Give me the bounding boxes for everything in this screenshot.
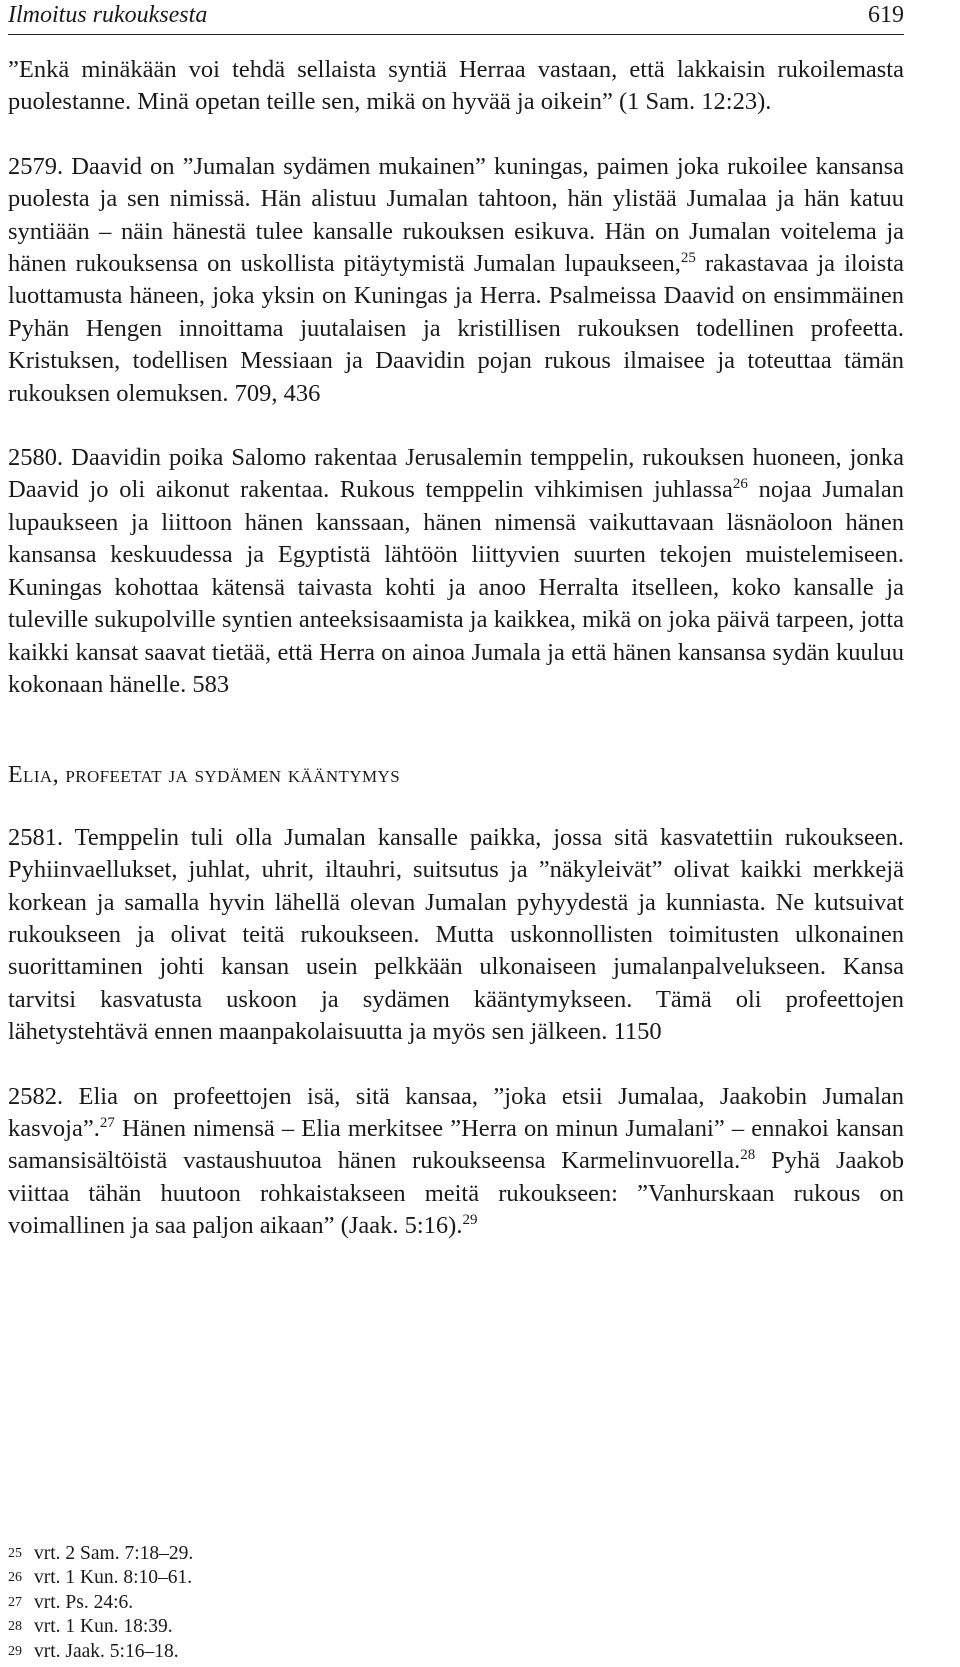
footnote-mark: 26 [8, 1570, 22, 1586]
paragraph-quote [8, 54, 904, 119]
paragraph-text: Daavidin poika Salomo rakentaa Jerusalemin temppelin, rukouksen huoneen, jonka Daavid jo oli aikonut rakentaa. Rukous temppelin vihkimisen juhlassa [8, 444, 905, 504]
paragraph-text: Hänen nimensä – Elia merkitsee ”Herra on minun Jumalani” – ennakoi kansan samansisältöistä vastaushuutoa hänen rukoukseensa Karmelinvuorella. [8, 1114, 905, 1175]
footnote-mark: 25 [8, 1546, 22, 1561]
running-title: Ilmoitus rukouksesta [8, 2, 208, 28]
page-header [8, 0, 904, 35]
footnote-text: vrt. 1 Kun. 18:39. [34, 1616, 173, 1638]
paragraph-number: 2580. [8, 444, 64, 472]
cross-reference[interactable]: 1150 [613, 1018, 662, 1046]
footnote-mark: 28 [8, 1619, 22, 1635]
footnote [8, 1542, 904, 1566]
footnote-ref[interactable]: 27 [99, 1114, 115, 1131]
footnote-ref[interactable]: 25 [680, 250, 696, 267]
page-body [8, 54, 904, 1243]
paragraph-text: Temppelin tuli olla Jumalan kansalle paikka, jossa sitä kasvatettiin rukoukseen. Pyhiinvaellukset, juhlat, uhrit, iltauhri, suitsutus ja ”näkyleivät” olivat kaikki merkkejä korkean ja samalla hyvin lähellä olevan Jumalan pyhyydestä ja kunniasta. Ne kutsuivat rukoukseen ja olivat teitä rukoukseen. Mutta uskonnollisten toimitusten ulkonainen suorittaminen johti kansan usein pelkkään ulkonaiseen jumalanpalvelukseen. Kansa tarvitsi kasvatusta uskoon ja sydämen kääntymykseen. Tämä oli profeettojen lähetystehtävä ennen maanpakolaisuutta ja myös sen jälkeen. [8, 823, 904, 1046]
footnote-text: vrt. Jaak. 5:16–18. [34, 1640, 179, 1662]
paragraph-2580 [8, 442, 904, 701]
page-number: 619 [868, 2, 904, 28]
footnote-text: vrt. 2 Sam. 7:18–29. [34, 1543, 194, 1564]
paragraph-text: nojaa Jumalan lupaukseen ja liittoon hänen kanssaan, hänen nimensä vaikuttavaan läsnäoloon hänen kansansa keskuudessa ja Egyptistä lähtöön liittyvien suurten tekojen muistelemiseen. Kuningas kohottaa kätensä taivasta kohti ja anoo Herralta itselleen, koko kansalle ja tuleville sukupolville syntien anteeksisaamista ja kaikkea, mikä on joka päivä tarpeen, jotta kaikki kansat saavat tietää, että Herra on ainoa Jumala ja että hänen kansansa sydän kuuluu kokonaan hänelle. [8, 476, 905, 698]
footnote-mark: 27 [8, 1594, 22, 1610]
footnote-mark: 29 [8, 1643, 22, 1659]
paragraph-2581 [8, 822, 904, 1049]
paragraph-text: Pyhä Jaakob viittaa tähän huutoon rohkaistakseen meitä rukoukseen: ”Vanhurskaan rukous on voimallinen ja saa paljon aikaan” (Jaak. 5:16). [8, 1147, 904, 1240]
paragraph-text: Daavid on ”Jumalan sydämen mukainen” kuningas, paimen joka rukoilee kansansa puolesta ja sen nimissä. Hän alistuu Jumalan tahtoon, hän ylistää Jumalaa ja hän katuu syntiään – näin hänestä tulee kansalle rukouksen esikuva. Hän on Jumalan voitelema ja hänen rukouksensa on uskollista pitäytymistä Jumalan lupaukseen, [8, 152, 904, 278]
paragraph-number: 2579. [8, 152, 64, 180]
footnote-ref[interactable]: 29 [462, 1212, 478, 1229]
footnote-ref[interactable]: 28 [740, 1147, 756, 1164]
paragraph-2579 [8, 151, 904, 410]
footnote-text: vrt. 1 Kun. 8:10–61. [34, 1567, 193, 1589]
section-heading: Elia, profeetat ja sydämen kääntymys [8, 762, 401, 789]
footnote [8, 1591, 904, 1615]
footnotes [8, 1542, 904, 1664]
footnote [8, 1615, 904, 1639]
footnote [8, 1640, 904, 1664]
footnote-ref[interactable]: 26 [732, 476, 748, 493]
footnote-text: vrt. Ps. 24:6. [34, 1591, 134, 1613]
paragraph-2582 [8, 1081, 904, 1243]
paragraph-text: Elia on profeettojen isä, sitä kansaa, ”joka etsii Jumalaa, Jaakobin Jumalan kasvoja”. [8, 1082, 904, 1142]
paragraph-number: 2582. [8, 1082, 64, 1110]
paragraph-number: 2581. [8, 823, 64, 851]
cross-reference[interactable]: 583 [192, 670, 230, 698]
footnote [8, 1566, 904, 1590]
cross-reference[interactable]: 709, 436 [234, 379, 321, 407]
paragraph-text: rakastavaa ja iloista luottamusta häneen, joka yksin on Kuningas ja Herra. Psalmeissa Daavid on ensimmäinen Pyhän Hengen innoittama juutalaisen ja kristillisen rukouksen todellinen profeetta. Kristuksen, todellisen Messiaan ja Daavidin pojan rukous ilmaisee ja toteuttaa tämän rukouksen olemuksen. [8, 250, 904, 407]
paragraph-text: ”Enkä minäkään voi tehdä sellaista syntiä Herraa vastaan, että lakkaisin rukoilemasta puolestanne. Minä opetan teille sen, mikä on hyvää ja oikein” (1 Sam. 12:23). [8, 56, 904, 116]
